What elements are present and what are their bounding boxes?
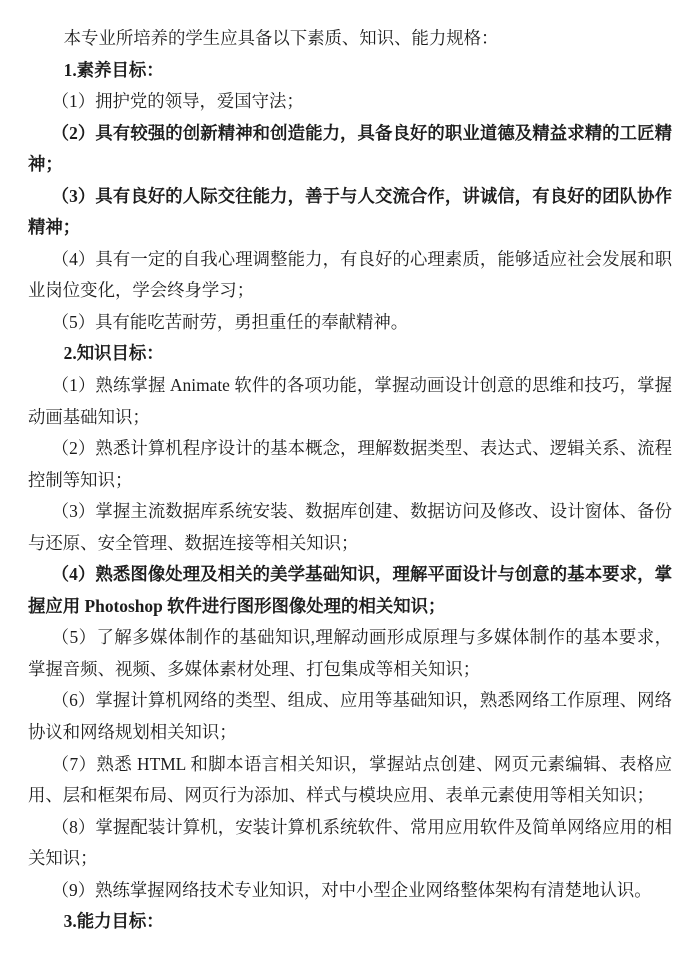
knowledge-item-2: （2）熟悉计算机程序设计的基本概念，理解数据类型、表达式、逻辑关系、流程控制等知识； — [28, 438, 672, 490]
knowledge-item-9: （9）熟练掌握网络技术专业知识，对中小型企业网络整体架构有清楚地认识。 — [51, 879, 652, 900]
knowledge-item-1: （1）熟练掌握 Animate 软件的各项功能，掌握动画设计创意的思维和技巧，掌握动画基础知识； — [28, 375, 672, 427]
section-heading-quality-goals: 1.素养目标： — [63, 59, 164, 80]
quality-item-4: （4）具有一定的自我心理调整能力，有良好的心理素质，能够适应社会发展和职业岗位变化，学会终身学习； — [28, 248, 672, 301]
section-heading-ability-goals: 3.能力目标： — [63, 911, 164, 932]
quality-item-2: （2）具有较强的创新精神和创造能力，具备良好的职业道德及精益求精的工匠精神； — [28, 122, 672, 175]
knowledge-item-5: （5）了解多媒体制作的基础知识,理解动画形成原理与多媒体制作的基本要求，掌握音频、视频、多媒体素材处理、打包集成等相关知识； — [28, 627, 672, 679]
knowledge-item-6: （6）掌握计算机网络的类型、组成、应用等基础知识，熟悉网络工作原理、网络协议和网络规划相关知识； — [28, 690, 672, 743]
knowledge-item-7: （7）熟悉 HTML 和脚本语言相关知识，掌握站点创建、网页元素编辑、表格应用、层和框架布局、网页行为添加、样式与模块应用、表单元素使用等相关知识； — [28, 753, 672, 806]
quality-item-5: （5）具有能吃苦耐劳，勇担重任的奉献精神。 — [51, 311, 409, 332]
section-heading-knowledge-goals: 2.知识目标： — [63, 343, 164, 364]
quality-item-1: （1）拥护党的领导，爱国守法； — [51, 91, 304, 112]
intro-paragraph: 本专业所培养的学生应具备以下素质、知识、能力规格： — [63, 28, 499, 48]
knowledge-item-3: （3）掌握主流数据库系统安装、数据库创建、数据访问及修改、设计窗体、备份与还原、安全管理、数据连接等相关知识； — [28, 501, 672, 553]
knowledge-item-8: （8）掌握配装计算机，安装计算机系统软件、常用应用软件及简单网络应用的相关知识； — [28, 816, 672, 869]
knowledge-item-4: （4）熟悉图像处理及相关的美学基础知识，理解平面设计与创意的基本要求，掌握应用 Photoshop 软件进行图形图像处理的相关知识； — [28, 564, 672, 616]
quality-item-3: （3）具有良好的人际交往能力，善于与人交流合作，讲诚信，有良好的团队协作精神； — [28, 185, 672, 238]
